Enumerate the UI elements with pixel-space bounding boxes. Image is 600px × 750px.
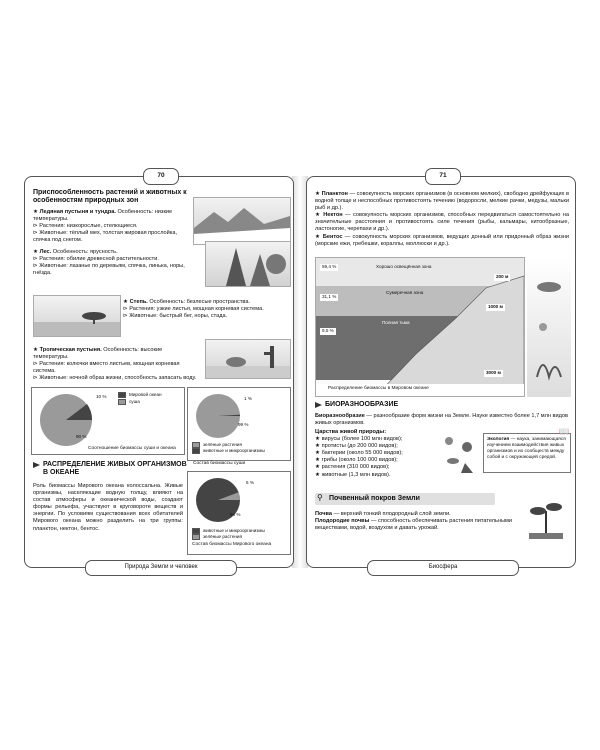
zone-tundra: ★ Ледяная пустыня и тундра. Особенность: низкие температуры. ⊳ Растения: низкорослые, стелющиеся. ⊳ Животные: тёплый мех, толстая жировая прослойка, спячка под снегом. bbox=[33, 209, 178, 244]
pie-label: 90 % bbox=[76, 434, 87, 439]
soil-title: Почвенный покров Земли bbox=[329, 495, 420, 502]
land-composition-box bbox=[187, 387, 291, 461]
sea-life-image bbox=[527, 257, 571, 397]
book-icon: 📖 bbox=[559, 427, 569, 436]
left-page bbox=[24, 172, 294, 570]
page-footer: Природа Земли и человек bbox=[85, 560, 237, 576]
pie-label: 94 % bbox=[230, 512, 241, 517]
zone-label: Полная тьма bbox=[382, 320, 410, 325]
legend-item: суша bbox=[118, 399, 140, 406]
ocean-text: Роль биомассы Мирового океана колоссальна. Живые организмы, населяющие водную толщу, влияют на состав атмосферы и океанической воды, создают формы рельефа, участвуют в круговороте веществ и энергии. По условиям существования всех обитателей Мирового океана можно разделить на три группы: планктон, нектон, бентос. bbox=[33, 483, 183, 532]
desert-image bbox=[205, 339, 291, 379]
section-title-biodiversity: БИОРАЗНООБРАЗИЕ bbox=[315, 401, 398, 409]
forest-image bbox=[205, 241, 291, 287]
pie-label: 6 % bbox=[246, 480, 254, 485]
percent-label: 31,1 % bbox=[322, 294, 337, 299]
pie-label: 1 % bbox=[244, 396, 252, 401]
pie-label: 10 % bbox=[96, 394, 107, 399]
page-number: 70 bbox=[143, 168, 179, 185]
legend-item: животные и микроорганизмы bbox=[192, 448, 265, 455]
soil-banner bbox=[315, 493, 495, 505]
biodiversity-text: Биоразнообразие — разнообразие форм жизни на Земле. Науке известно более 1,7 млн видов живых организмов. bbox=[315, 413, 568, 427]
ocean-land-pie bbox=[36, 390, 96, 450]
legend-item: зелёные растения bbox=[192, 534, 242, 541]
land-composition-pie bbox=[192, 390, 244, 442]
section-title-ocean: РАСПРЕДЕЛЕНИЕ ЖИВЫХ ОРГАНИЗМОВ В ОКЕАНЕ bbox=[33, 461, 193, 477]
zone-label: Хорошо освещённая зона bbox=[376, 264, 432, 269]
steppe-image bbox=[33, 295, 121, 337]
zone-desert: ★ Тропическая пустыня. Особенность: высокие температуры. ⊳ Растения: колючки вместо листьев, мощная корневая система. ⊳ Животные: ночной образ жизни, способность запасать воду. bbox=[33, 347, 197, 382]
ocean-biomass-diagram bbox=[315, 257, 525, 397]
diagram-caption: Распределение биомассы в Мировом океане bbox=[328, 386, 429, 391]
zone-label: Сумеречная зона bbox=[386, 290, 424, 295]
pie-label: 99 % bbox=[238, 422, 249, 427]
organisms-image bbox=[439, 433, 479, 477]
page-title: Приспособленность растений и животных к особенностям природных зон bbox=[33, 189, 187, 204]
tundra-image bbox=[193, 197, 291, 245]
legend-item: Мировой океан bbox=[118, 392, 162, 399]
zone-forest: ★ Лес. Особенность: ярусность. ⊳ Растения: обилие древесной растительности. ⊳ Животные: лазанье по деревьям, спячка, линька, норы, гнёзда. bbox=[33, 249, 185, 277]
ocean-composition-box bbox=[187, 471, 291, 555]
chart-caption: Состав биомассы Мирового океана bbox=[192, 542, 272, 547]
ecology-box bbox=[483, 433, 571, 473]
kingdoms-list: Царства живой природы: ★ вирусы (более 100 млн видов); ★ протисты (до 200 000 видов); ★ бактерии (около 55 000 видов); ★ грибы (около 100 000 видов); ★ растения (310 000 видов); ★ животные (1,3 млн видов). bbox=[315, 429, 403, 478]
percent-label: 59,4 % bbox=[322, 264, 337, 269]
soil-text: Почва — верхний тонкий плодородный слой земли. Плодородие почвы — способность обеспечивать растения питательными веществами, водой, воздухом и давать урожай. bbox=[315, 511, 513, 532]
legend-item: животные и микроорганизмы bbox=[192, 528, 265, 535]
page-number: 71 bbox=[425, 168, 461, 185]
page-footer: Биосфера bbox=[367, 560, 519, 576]
depth-label: 200 м bbox=[496, 274, 509, 279]
sprout-image bbox=[523, 493, 569, 541]
ocean-land-chart-box bbox=[31, 387, 185, 455]
percent-label: 9,5 % bbox=[322, 328, 334, 333]
legend-item: зелёные растения bbox=[192, 442, 242, 449]
zone-steppe: ★ Степь. Особенность: безлесые пространства. ⊳ Растения: узкие листья, мощная корневая система. ⊳ Животные: быстрый бег, норы, стада. bbox=[123, 299, 264, 320]
ecology-definition: Экология — наука, занимающаяся изучением взаимодействия живых организмов и их сообществ между собой и с окружающей средой. bbox=[487, 437, 566, 460]
chart-caption: Состав биомассы суши bbox=[193, 461, 246, 466]
location-pin-icon: ⚲ bbox=[317, 493, 323, 502]
ocean-groups: ★ Планктон — совокупность морских организмов (в основном мелких), свободно дрейфующих в водной толще и неспособных противостоять течению (водоросли, мелкие рачки, медузы, мальки рыб и др.). ★ Нектон — совокупность морских организмов, способных передвигаться самостоятельно на значительные расстояния и противостоять силе течения (рыбы, кальмары, китообразные, ластоногие, черепахи и др.). ★ Бентос — совокупность морских организмов, ведущих донный или придонный образ жизни (морские ежи, гребешки, кораллы, моллюски и др.). bbox=[315, 191, 570, 247]
depth-label: 3000 м bbox=[486, 370, 501, 375]
chart-caption: Соотношение биомассы суши и океана bbox=[88, 446, 176, 451]
depth-label: 1000 м bbox=[488, 304, 503, 309]
right-page bbox=[306, 172, 576, 570]
